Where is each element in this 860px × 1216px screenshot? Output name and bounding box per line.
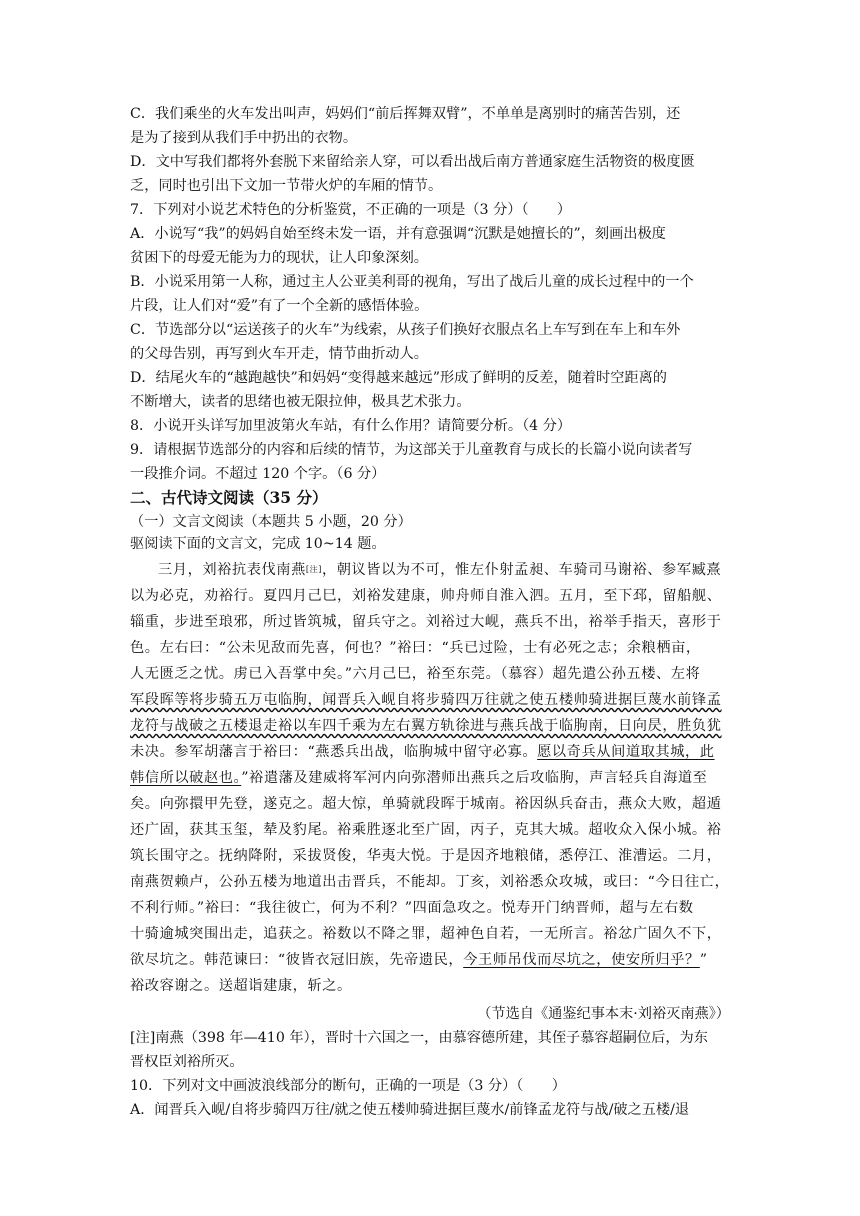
passage-line-9: [130, 767, 730, 789]
underlined-sentence: 愿以奇兵从间道取其城，此: [537, 744, 715, 760]
passage-line-13: 南燕贺赖卢，公孙五楼为地道出击晋兵，不能却。丁亥，刘裕悉众攻城，或曰：“今日往亡，: [130, 874, 730, 890]
q7-option-c-line2: 的父母告别，再写到火车开走，情节曲折动人。: [130, 346, 428, 362]
passage-text: ，朝议皆以为不可，惟左仆射孟昶、车骑司马谢裕、参军臧熹: [321, 562, 722, 578]
option-c-line2: 是为了接到从我们手中扔出的衣物。: [130, 130, 358, 146]
passage-line-16: [130, 949, 730, 971]
q7-option-a-line1: A．小说写“我”的妈妈自始至终未发一语，并有意强调“沉默是她擅长的”，刻画出极度: [130, 226, 666, 242]
q7-option-a-line2: 贫困下的母爱无能为力的现状，让人印象深刻。: [130, 250, 428, 266]
q7-option-b-line2: 片段，让人们对“爱”有了一个全新的感悟体验。: [130, 298, 429, 314]
q7-option-d-line1: D．结尾火车的“越跑越快”和妈妈“变得越来越远”形成了鲜明的反差，随着时空距离的: [130, 370, 667, 386]
option-d-line1: D．文中写我们都将外套脱下来留给亲人穿，可以看出战后南方普通家庭生活物资的极度匮: [130, 154, 695, 170]
question-8: 8．小说开头详写加里波第火车站，有什么作用？请简要分析。（4 分）: [130, 418, 572, 434]
wavy-underlined-text: 龙符与战破之五楼退走裕以车四千乘为左右翼方轨徐进与燕兵战于临朐南，日向昃，胜负犹: [130, 718, 722, 734]
passage-line-8: [130, 741, 730, 763]
footnote-line2: 晋权臣刘裕所灭。: [130, 1054, 244, 1070]
passage-line-4: 色。左右曰：“公未见敌而先喜，何也？”裕曰：“兵已过险，士有必死之志；余粮栖亩，: [130, 640, 701, 656]
passage-line-10: 矣。向弥擐甲先登，遂克之。超大惊，单骑就段晖于城南。裕因纵兵奋击，燕众大败，超遁: [130, 796, 722, 812]
passage-line-3: 辎重，步进至琅邪，所过皆筑城，留兵守之。刘裕过大岘，燕兵不出，裕举手指天，喜形于: [130, 614, 722, 630]
q7-option-b-line1: B．小说采用第一人称，通过主人公亚美利哥的视角，写出了战后儿童的成长过程中的一个: [130, 274, 694, 290]
reading-instruction: 驱阅读下面的文言文，完成 10~14 题。: [130, 536, 386, 552]
q7-option-d-line2: 不断增大，读者的思绪也被无限拉伸，极具艺术张力。: [130, 394, 471, 410]
option-d-line2: 乏，同时也引出下文加一节带火炉的车厢的情节。: [130, 178, 443, 194]
note-marker: [注]: [305, 565, 322, 574]
passage-line-14: 不利行师。”裕曰：“我往彼亡，何为不利？”四面急攻之。悦寿开门纳晋师，超与左右数: [130, 900, 694, 916]
passage-line-17: 裕改容谢之。送超诣建康，斩之。: [130, 978, 352, 994]
question-9-line2: 一段推介词。不超过 120 个字。（6 分）: [130, 466, 386, 482]
passage-text: 三月，刘裕抗表伐南燕: [158, 562, 306, 578]
passage-text: ”裕遣藩及建威将军河内向弥潜师出燕兵之后攻临朐，声言轻兵自海道至: [241, 770, 708, 786]
passage-line-5: 人无匮乏之忧。虏已入吾掌中矣。”六月己巳，裕至东莞。（慕容）超先遣公孙五楼、左将: [130, 666, 701, 682]
wavy-underlined-text: 军段晖等将步骑五万屯临朐，闻晋兵入岘自将步骑四万往就之使五楼帅骑进据巨蔑水前锋孟: [130, 692, 722, 708]
q7-option-c-line1: C．节选部分以“运送孩子的火车”为线索，从孩子们换好衣服点名上车写到在车上和车外: [130, 322, 681, 338]
question-7: 7．下列对小说艺术特色的分析鉴赏，不正确的一项是（3 分）（ ）: [130, 202, 572, 218]
question-10: 10．下列对文中画波浪线部分的断句，正确的一项是（3 分）（ ）: [130, 1078, 566, 1094]
q10-option-a: A．闻晋兵入岘/自将步骑四万往/就之使五楼帅骑进据巨蔑水/前锋孟龙符与战/破之五楼/退: [130, 1102, 690, 1118]
passage-line-12: 筑长围守之。抚纳降附，采拔贤俊，华夷大悦。于是因齐地粮储，悉停江、淮漕运。二月，: [130, 848, 722, 864]
passage-line-15: 十骑逾城突围出走，追获之。裕数以不降之罪，超神色自若，一无所言。裕忿广固久不下，: [130, 926, 722, 942]
passage-text: 欲尽坑之。韩范谏曰：“彼皆衣冠旧族，先帝遗民，: [130, 952, 464, 968]
subsection-title: （一）文言文阅读（本题共 5 小题，20 分）: [130, 514, 412, 530]
passage-line-6: [130, 689, 730, 711]
passage-source: （节选自《通鉴纪事本末·刘裕灭南燕》）: [477, 1006, 730, 1022]
underlined-sentence: 韩信所以破赵也。: [130, 770, 242, 786]
passage-line-7: [130, 715, 730, 737]
section-heading: 二、古代诗文阅读（35 分）: [130, 488, 328, 507]
option-c-line1: C．我们乘坐的火车发出叫声，妈妈们“前后挥舞双臂”，不单单是离别时的痛苦告别，还: [130, 106, 681, 122]
passage-line-1: [158, 559, 730, 581]
passage-line-11: 还广固，获其玉玺，辇及豹尾。裕乘胜逐北至广固，丙子，克其大城。超收众入保小城。裕: [130, 822, 722, 838]
footnote-line1: [注]南燕（398 年—410 年），晋时十六国之一，由慕容德所建，其侄子慕容超嗣位后，为东: [130, 1030, 708, 1046]
passage-line-2: 以为必克，劝裕行。夏四月己巳，刘裕发建康，帅舟师自淮入泗。五月，至下邳，留船舰、: [130, 588, 722, 604]
underlined-sentence: 今王师吊伐而尽坑之，使安所归乎？: [463, 952, 700, 968]
question-9-line1: 9．请根据节选部分的内容和后续的情节，为这部关于儿童教育与成长的长篇小说向读者写: [130, 442, 693, 458]
passage-text: 未决。参军胡藩言于裕曰：“燕悉兵出战，临朐城中留守必寡。: [130, 744, 538, 760]
passage-text: ”: [699, 952, 708, 968]
